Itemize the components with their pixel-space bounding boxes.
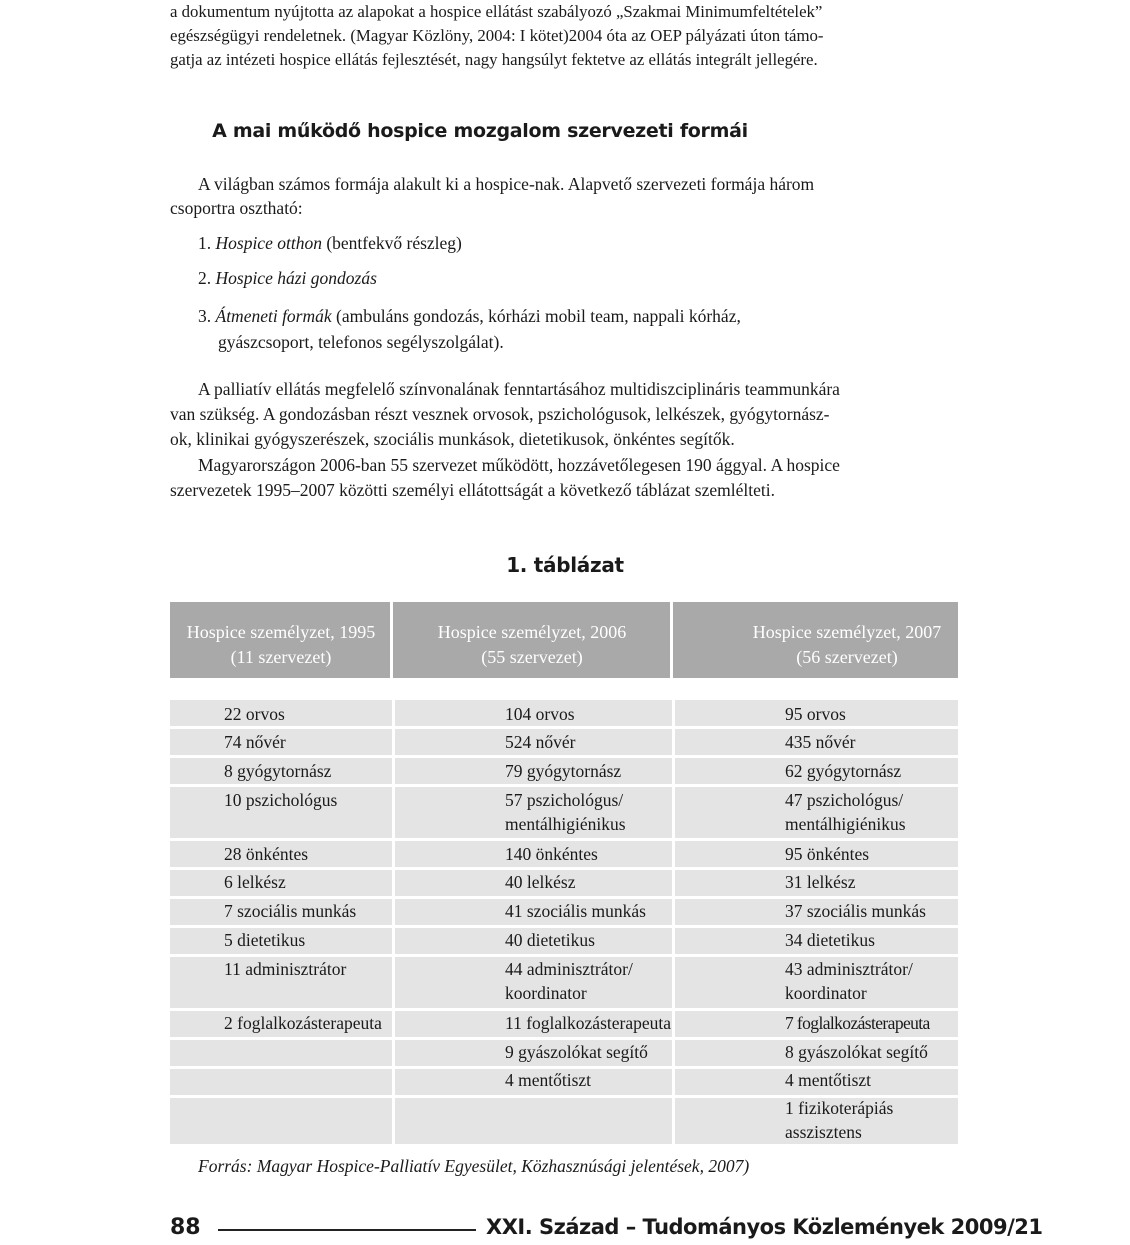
table-cell: 34 dietetikus <box>785 930 875 950</box>
header-line: (56 szervezet) <box>796 647 898 667</box>
intro-line: egészségügyi rendeletnek. (Magyar Közlöny, 2004: I kötet)2004 óta az OEP pályázati úton támo- <box>170 26 824 45</box>
list-rest: (bentfekvő részleg) <box>321 233 462 253</box>
section-heading: A mai működő hospice mozgalom szervezeti formái <box>212 120 748 142</box>
table-caption: 1. táblázat <box>506 553 624 577</box>
table-cell: 57 pszichológus/ <box>505 790 624 810</box>
list-item-3 <box>198 304 741 328</box>
table-cell: 31 lelkész <box>785 872 856 892</box>
table-cell: 9 gyászolókat segítő <box>505 1042 648 1062</box>
header-line: Hospice személyzet, 1995 <box>186 622 376 642</box>
table-cell: 22 orvos <box>224 704 285 724</box>
para2-line: Magyarországon 2006-ban 55 szervezet működött, hozzávetőlegesen 190 ággyal. A hospice <box>198 455 840 475</box>
list-item-1 <box>198 231 462 255</box>
table-cell: 11 adminisztrátor <box>224 959 347 979</box>
header-line: (55 szervezet) <box>481 647 583 667</box>
table-cell: mentálhigiénikus <box>785 814 906 834</box>
para1-line1: A világban számos formája alakult ki a hospice-nak. Alapvető szervezeti formája három <box>198 174 815 194</box>
table-cell: 8 gyászolókat segítő <box>785 1042 928 1062</box>
intro-line: gatja az intézeti hospice ellátás fejlesztését, nagy hangsúlyt fektetve az ellátás integrált jellegére. <box>170 50 818 69</box>
intro-line: a dokumentum nyújtotta az alapokat a hospice ellátást szabályozó „Szakmai Minimumfeltételek” <box>170 2 823 21</box>
table-cell: 40 lelkész <box>505 872 576 892</box>
para2-line: A palliatív ellátás megfelelő színvonalának fenntartásához multidiszciplináris teammunkára <box>198 379 840 399</box>
table-cell: 47 pszichológus/ <box>785 790 904 810</box>
list-term: Hospice otthon <box>215 233 322 253</box>
table-header-cell-2007 <box>712 620 982 670</box>
table-cell: 74 nővér <box>224 732 286 752</box>
table-cell: asszisztens <box>785 1122 862 1142</box>
header-line: (11 szervezet) <box>230 647 332 667</box>
table-header <box>170 602 958 678</box>
list-rest: (ambuláns gondozás, kórházi mobil team, nappali kórház, <box>331 306 741 326</box>
footer-rule <box>218 1229 476 1231</box>
table-cell: 62 gyógytornász <box>785 761 902 781</box>
header-line: Hospice személyzet, 2006 <box>437 622 627 642</box>
table-cell: koordinator <box>505 983 587 1003</box>
table-cell: mentálhigiénikus <box>505 814 626 834</box>
table-cell: 7 szociális munkás <box>224 901 357 921</box>
table-header-cell-2006 <box>392 620 672 670</box>
para1-line2: csoportra osztható: <box>170 198 303 218</box>
table-cell: koordinator <box>785 983 867 1003</box>
journal-title: XXI. Század – Tudományos Közlemények 2009/21 <box>486 1215 1043 1239</box>
list-num: 2. <box>198 268 212 288</box>
list-item-2 <box>198 266 377 290</box>
table-cell: 524 nővér <box>505 732 576 752</box>
table-header-cell-1995 <box>170 620 392 670</box>
source-note: Forrás: Magyar Hospice-Palliatív Egyesület, Közhasznúsági jelentések, 2007) <box>198 1156 750 1176</box>
para2-line: szervezetek 1995–2007 közötti személyi ellátottságát a következő táblázat szemlélteti. <box>170 480 775 500</box>
table-cell: 43 adminisztrátor/ <box>785 959 913 979</box>
table-cell: 11 foglalkozásterapeuta <box>505 1013 672 1033</box>
table-cell: 28 önkéntes <box>224 844 309 864</box>
table-cell: 5 dietetikus <box>224 930 306 950</box>
page-number: 88 <box>170 1215 201 1240</box>
para2-line: van szükség. A gondozásban részt vesznek orvosok, pszichológusok, lelkészek, gyógytornász- <box>170 404 830 424</box>
table-cell: 40 dietetikus <box>505 930 595 950</box>
table-cell: 79 gyógytornász <box>505 761 622 781</box>
table-cell: 10 pszichológus <box>224 790 338 810</box>
table-cell: 6 lelkész <box>224 872 286 892</box>
list-num: 3. <box>198 306 212 326</box>
table-cell: 104 orvos <box>505 704 575 724</box>
table-cell: 2 foglalkozásterapeuta <box>224 1013 382 1033</box>
list-num: 1. <box>198 233 212 253</box>
list-term: Átmeneti formák <box>215 306 332 326</box>
table-cell: 7 foglalkozásterapeuta <box>785 1013 930 1033</box>
table-cell: 435 nővér <box>785 732 856 752</box>
list-item-3-continuation: gyászcsoport, telefonos segélyszolgálat). <box>218 332 504 352</box>
para2-line: ok, klinikai gyógyszerészek, szociális munkások, dietetikusok, önkéntes segítők. <box>170 429 735 449</box>
table-cell: 41 szociális munkás <box>505 901 646 921</box>
table-cell: 8 gyógytornász <box>224 761 332 781</box>
table-cell: 1 fizikoterápiás <box>785 1098 894 1118</box>
table-cell: 95 orvos <box>785 704 846 724</box>
header-line: Hospice személyzet, 2007 <box>752 622 942 642</box>
table-cell: 95 önkéntes <box>785 844 870 864</box>
table-cell: 37 szociális munkás <box>785 901 926 921</box>
table-cell: 140 önkéntes <box>505 844 598 864</box>
table-cell: 4 mentőtiszt <box>505 1070 592 1090</box>
list-term: Hospice házi gondozás <box>215 268 377 288</box>
table-cell: 4 mentőtiszt <box>785 1070 872 1090</box>
table-cell: 44 adminisztrátor/ <box>505 959 633 979</box>
